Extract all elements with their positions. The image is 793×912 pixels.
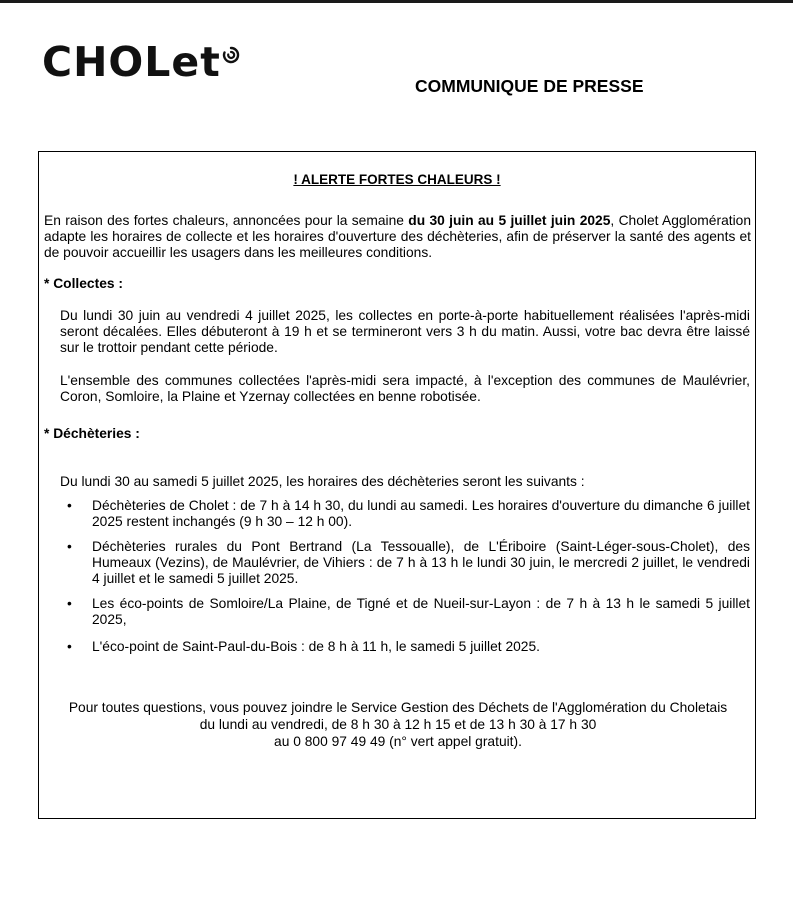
decheteries-intro: Du lundi 30 au samedi 5 juillet 2025, les horaires des déchèteries seront les suivants :: [60, 474, 585, 489]
collectes-paragraph-1: Du lundi 30 juin au vendredi 4 juillet 2025, les collectes en porte-à-porte habituellement réalisées l'après-midi seront décalées. Elles débuteront à 19 h et se termineront vers 3 h du matin. Aussi, votre bac devra être laissé sur le trottoir pendant cette période.: [60, 308, 750, 355]
list-item-text: Les éco-points de Somloire/La Plaine, de Tigné et de Nueil-sur-Layon : de 7 h à 13 h le samedi 5 juillet 2025,: [92, 596, 750, 627]
contact-info: [39, 699, 757, 750]
intro-text-end: , Cholet Agglomération adapte les horaires de collecte et les horaires d'ouverture des déchèteries, afin de préserver la santé des agents et de pouvoir accueillir les usagers dans les meilleures conditions.: [44, 213, 751, 260]
bullet-icon: •: [67, 498, 72, 513]
bullet-icon: •: [67, 539, 72, 554]
contact-line-3: au 0 800 97 49 49 (n° vert appel gratuit).: [274, 734, 522, 749]
collectes-paragraph-2: L'ensemble des communes collectées l'après-midi sera impacté, à l'exception des communes de Maulévrier, Coron, Somloire, la Plaine et Yzernay collectées en benne robotisée.: [60, 373, 750, 404]
contact-line-1: Pour toutes questions, vous pouvez joindre le Service Gestion des Déchets de l'Agglomération du Choletais: [68, 700, 728, 715]
bullet-icon: •: [67, 596, 72, 611]
top-border: [0, 0, 793, 3]
logo-text: CHOLet: [42, 38, 221, 86]
decheteries-heading: * Déchèteries :: [44, 426, 140, 441]
page-title: COMMUNIQUE DE PRESSE: [415, 76, 644, 96]
list-item-text: Déchèteries de Cholet : de 7 h à 14 h 30, du lundi au samedi. Les horaires d'ouverture du dimanche 6 juillet 2025 restent inchangés (9 h 30 – 12 h 00).: [92, 498, 750, 529]
intro-text-start: En raison des fortes chaleurs, annoncées pour la semaine: [44, 213, 409, 228]
contact-line-2: du lundi au vendredi, de 8 h 30 à 12 h 15 et de 13 h 30 à 17 h 30: [199, 717, 597, 732]
announcement-box: [38, 151, 756, 819]
list-item-text: Déchèteries rurales du Pont Bertrand (La Tessoualle), de L'Ériboire (Saint-Léger-sous-Cholet), des Humeaux (Vezins), de Maulévrier, de Vihiers : de 7 h à 13 h le lundi 30 juin, le mercredi 2 juillet, le vendredi 4 juillet et le samedi 5 juillet 2025.: [92, 539, 750, 586]
logo-swirl-icon: [222, 46, 240, 64]
collectes-heading: * Collectes :: [44, 276, 123, 291]
intro-paragraph: [44, 213, 751, 261]
alert-title: ! ALERTE FORTES CHALEURS !: [293, 172, 501, 187]
list-item-text: L'éco-point de Saint-Paul-du-Bois : de 8 h à 11 h, le samedi 5 juillet 2025.: [92, 639, 540, 654]
cholet-logo: [42, 40, 240, 84]
bullet-icon: •: [67, 639, 72, 654]
intro-dates: du 30 juin au 5 juillet juin 2025: [408, 213, 611, 228]
